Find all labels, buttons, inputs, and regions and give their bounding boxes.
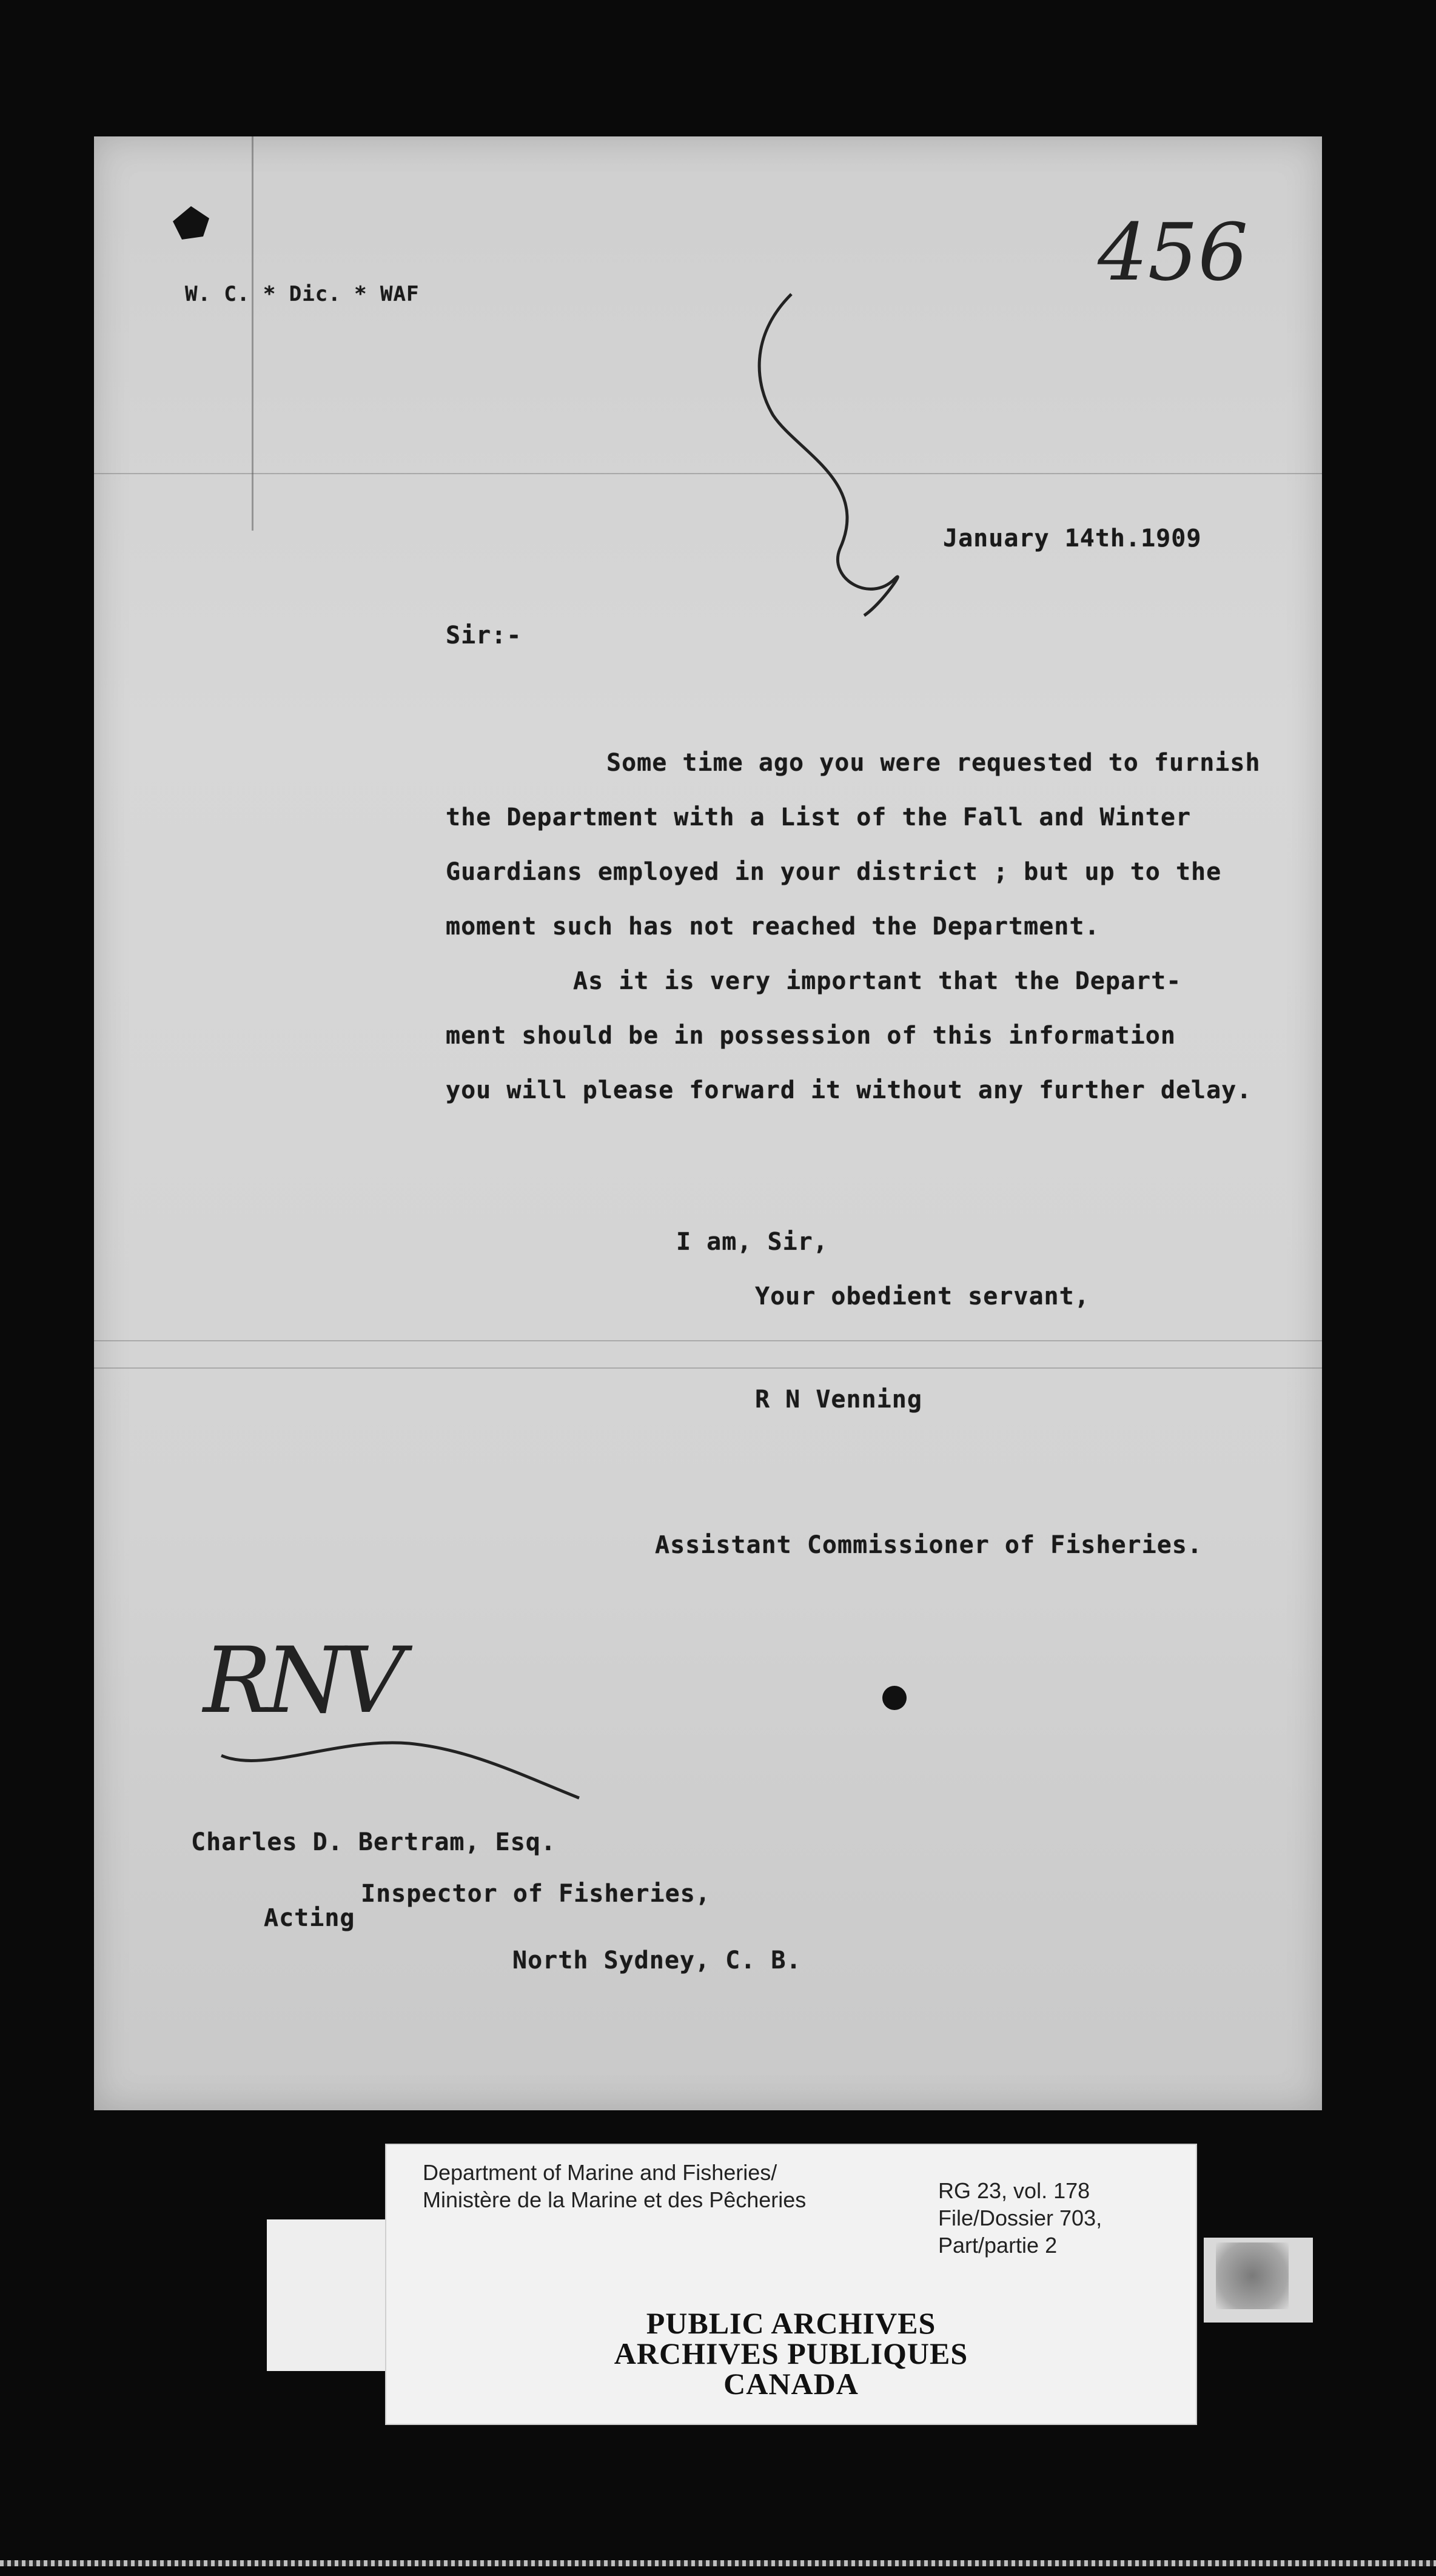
label-tab [267,2219,388,2371]
document-sheet [94,136,1322,2110]
margin-line [252,136,253,531]
body-line: moment such has not reached the Department. [446,913,1100,941]
archives-fr: ARCHIVES PUBLIQUES [614,2336,968,2370]
body-line: the Department with a List of the Fall and Winter [446,803,1192,831]
archives-country: CANADA [723,2367,859,2401]
closing: I am, Sir, [676,1228,828,1256]
addressee-name: Charles D. Bertram, Esq. [191,1828,556,1856]
body-line: ment should be in possession of this information [446,1022,1176,1050]
addressee-place: North Sydney, C. B. [512,1947,802,1974]
label-stub [1204,2238,1313,2323]
signer-name: R N Venning [755,1386,922,1414]
label-stain [1216,2242,1289,2309]
signer-title: Assistant Commissioner of Fisheries. [655,1531,1203,1559]
page-number: 456 [1098,206,1249,298]
closing-2: Your obedient servant, [755,1283,1090,1310]
label-ref-1: RG 23, vol. 178 [938,2178,1090,2203]
salutation: Sir:- [446,622,522,649]
archive-label [385,2144,1197,2425]
film-edge [0,2560,1436,2566]
addressee-role: Inspector of Fisheries, [361,1880,711,1908]
handwritten-initials: RNV [203,1628,399,1734]
ink-blot-icon [167,203,215,246]
body-line: you will please forward it without any further delay. [446,1076,1252,1104]
body-line: Some time ago you were requested to furnish [606,749,1261,777]
initials-flourish [215,1731,640,1816]
body-line: As it is very important that the Depart- [573,967,1182,995]
reference-line: W. C. * Dic. * WAF [185,282,420,306]
body-line: Guardians employed in your district ; but up to the [446,858,1222,886]
archives-en: PUBLIC ARCHIVES [646,2306,936,2340]
addressee-role-prefix: Acting [264,1904,355,1932]
fold-line [94,1340,1322,1341]
label-ref-3: Part/partie 2 [938,2233,1058,2258]
label-dept-en: Department of Marine and Fisheries/ [423,2160,777,2185]
label-dept-fr: Ministère de la Marine et des Pêcheries [423,2187,807,2212]
label-ref-2: File/Dossier 703, [938,2205,1102,2230]
ink-spot-icon [876,1680,913,1716]
bracket-mark [749,288,1004,628]
fold-line [94,1367,1322,1369]
fold-line [94,473,1322,474]
letter-date: January 14th.1909 [943,525,1202,552]
